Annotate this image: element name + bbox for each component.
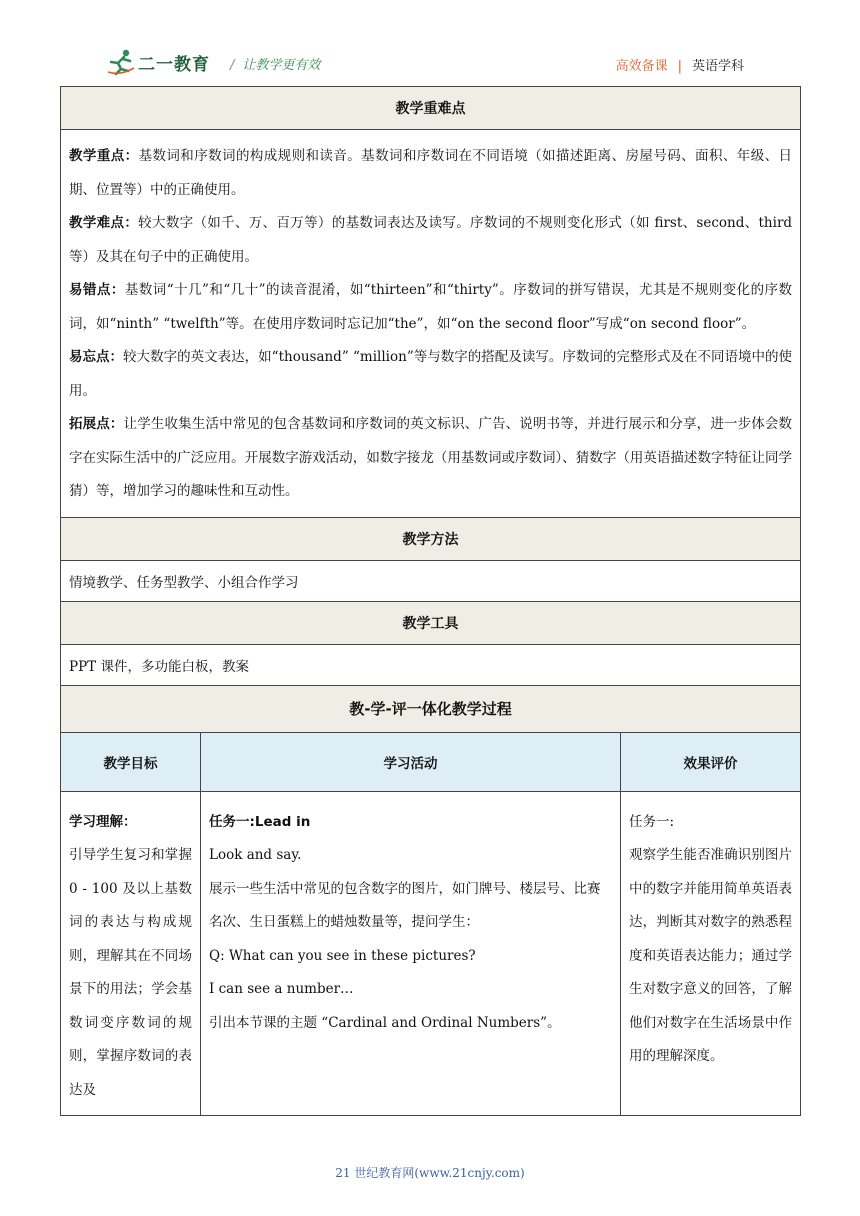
- page-header: [60, 44, 800, 80]
- column-header-activity: 学习活动: [201, 732, 621, 791]
- activity-line: Q: What can you see in these pictures?: [209, 947, 476, 964]
- tag-secondary: 英语学科: [691, 59, 744, 74]
- column-header-goal: 教学目标: [61, 732, 201, 791]
- key-point-focus: 教学重点：基数词和序数词的构成规则和读音。基数词和序数词在不同语境（如描述距离、房屋号码、面积、年级、日期、位置等）中的正确使用。: [69, 148, 793, 198]
- tag-primary: 高效备课: [615, 59, 668, 74]
- logo: [106, 48, 210, 76]
- evaluation-title: 任务一:: [629, 813, 675, 830]
- slogan-text: 让教学更有效: [242, 58, 321, 73]
- activity-line: I can see a number…: [209, 981, 354, 997]
- key-points-body: [61, 130, 801, 518]
- table-row: [61, 791, 801, 1116]
- methods-text: 情境教学、任务型教学、小组合作学习: [61, 560, 801, 601]
- section-title-key-points: 教学重难点: [61, 87, 801, 130]
- evaluation-cell: [621, 791, 801, 1116]
- key-point-difficulty: 教学难点：较大数字（如千、万、百万等）的基数词表达及读写。序数词的不规则变化形式（如 first、second、third 等）及其在句子中的正确使用。: [69, 215, 793, 265]
- activity-line: 展示一些生活中常见的包含数字的图片，如门牌号、楼层号、比赛名次、生日蛋糕上的蜡烛数量等，提问学生：: [209, 880, 601, 930]
- activity-cell: [201, 791, 621, 1116]
- goal-text: 引导学生复习和掌握 0 - 100 及以上基数词的表达与构成规则，理解其在不同场景下的用法；学会基数词变序数词的规则，掌握序数词的表达及: [69, 847, 192, 1098]
- key-point-extension: 拓展点：让学生收集生活中常见的包含基数词和序数词的英文标识、广告、说明书等，并进行展示和分享，进一步体会数字在实际生活中的广泛应用。开展数字游戏活动，如数字接龙（用基数词或序数词）、猜数字（用英语描述数字特征让同学猜）等，增加学习的趣味性和互动性。: [69, 416, 793, 499]
- key-point-forget: 易忘点：较大数字的英文表达，如“thousand” “million”等与数字的搭配及读写。序数词的完整形式及在不同语境中的使用。: [69, 349, 793, 399]
- slogan: / 让教学更有效: [230, 58, 321, 73]
- key-point-errors: 易错点：基数词“十几”和“几十”的读音混淆，如“thirteen”和“thirty”。序数词的拼写错误，尤其是不规则变化的序数词，如“ninth” “twelfth”等。在使用序数词时忘记加“the”，如“on the second floor”写成“on second floor”。: [69, 282, 793, 332]
- goal-cell: [61, 791, 201, 1116]
- tag-separator: |: [677, 59, 682, 74]
- activity-line: Look and say.: [209, 847, 302, 863]
- evaluation-text: 观察学生能否准确识别图片中的数字并能用简单英语表达，判断其对数字的熟悉程度和英语表达能力；通过学生对数字意义的回答，了解他们对数字在生活场景中作用的理解深度。: [629, 847, 793, 1064]
- logo-text: 二一教育: [138, 54, 210, 75]
- section-title-methods: 教学方法: [61, 517, 801, 560]
- section-title-tools: 教学工具: [61, 601, 801, 644]
- runner-logo-icon: [106, 48, 136, 76]
- activity-line: 引出本节课的主题 “Cardinal and Ordinal Numbers”。: [209, 1014, 561, 1031]
- lesson-plan-table: [60, 86, 801, 1116]
- tools-text: PPT 课件，多功能白板，教案: [61, 644, 801, 685]
- section-title-process: 教-学-评一体化教学过程: [61, 685, 801, 732]
- column-header-evaluation: 效果评价: [621, 732, 801, 791]
- goal-label: 学习理解：: [69, 813, 137, 830]
- footer: 21 世纪教育网(www.21cnjy.com): [335, 1166, 525, 1180]
- header-tags: [616, 55, 744, 74]
- task-title: 任务一:Lead in: [209, 813, 311, 830]
